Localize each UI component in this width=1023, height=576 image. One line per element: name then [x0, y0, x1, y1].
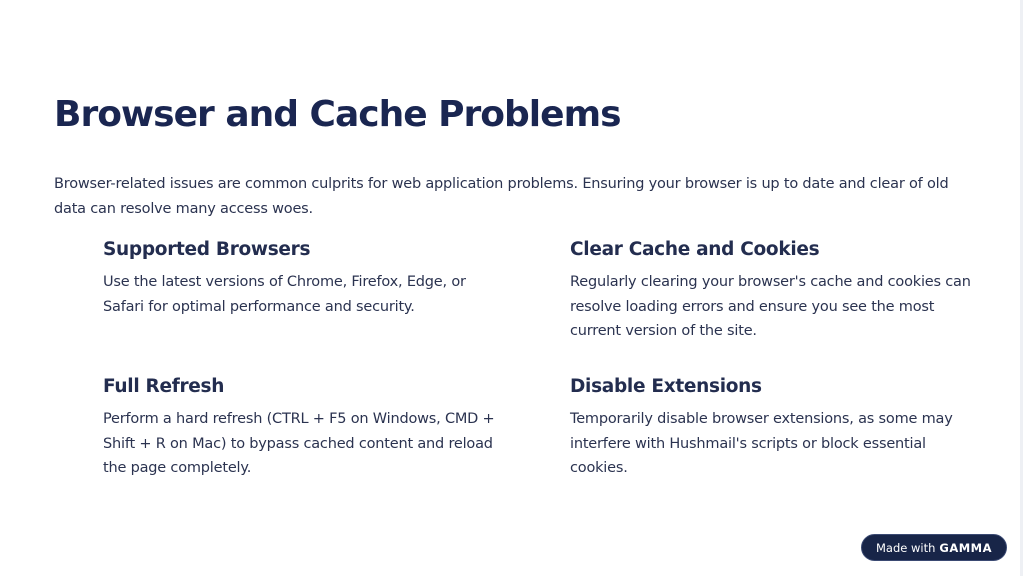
card-body: Use the latest versions of Chrome, Firefox, Edge, or Safari for optimal performance and security. — [103, 274, 466, 315]
gamma-logo: GAMMA — [939, 540, 993, 555]
badge-prefix: Made with — [875, 540, 936, 555]
card-body: Regularly clearing your browser's cache and cookies can resolve loading errors and ensure you see the most current version of the site. — [570, 274, 971, 339]
card-full-refresh — [103, 375, 503, 481]
card-title: Supported Browsers — [103, 239, 311, 260]
card-title: Full Refresh — [103, 376, 225, 397]
page-title: Browser and Cache Problems — [54, 94, 621, 135]
made-with-gamma-badge[interactable] — [861, 534, 1007, 561]
card-supported-browsers — [103, 238, 503, 319]
intro-paragraph: Browser-related issues are common culprits for web application problems. Ensuring your browser is up to date and clear of old data can resolve many access woes. — [54, 176, 949, 217]
card-body: Temporarily disable browser extensions, as some may interfere with Hushmail's scripts or block essential cookies. — [570, 411, 953, 476]
card-disable-extensions — [570, 375, 970, 481]
card-clear-cache — [570, 238, 980, 344]
card-title: Clear Cache and Cookies — [570, 239, 820, 260]
card-title: Disable Extensions — [570, 376, 762, 397]
card-body: Perform a hard refresh (CTRL + F5 on Windows, CMD + Shift + R on Mac) to bypass cached content and reload the page completely. — [103, 411, 495, 476]
